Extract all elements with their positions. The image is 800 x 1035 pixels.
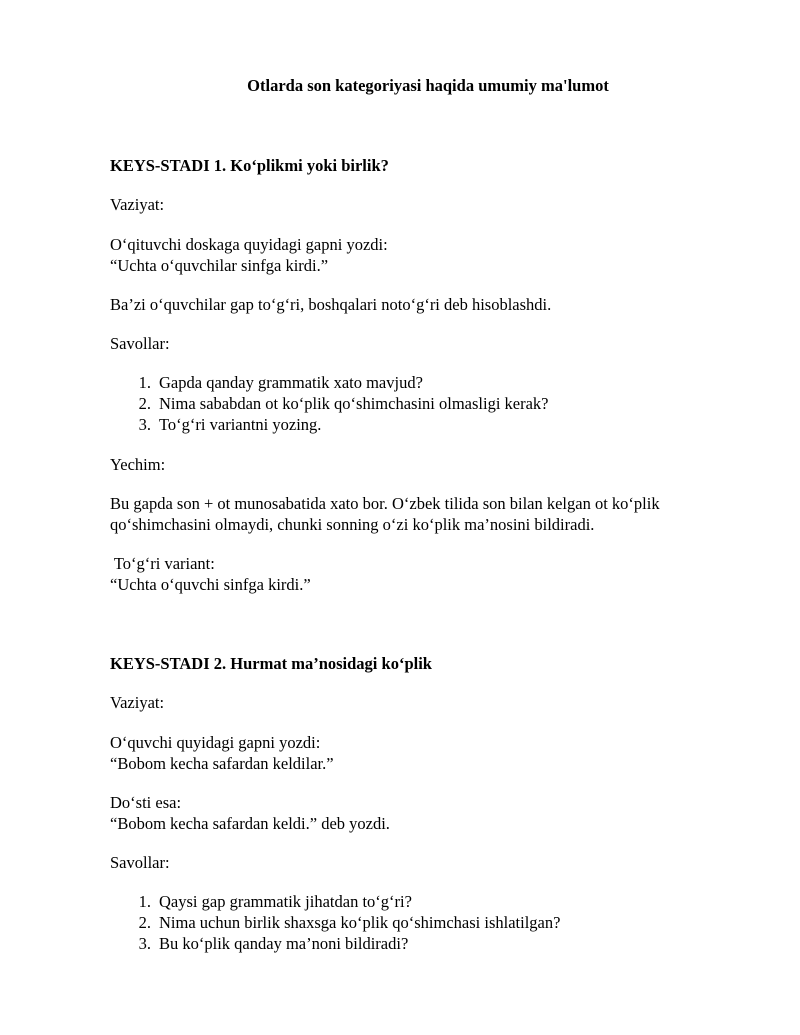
case1-heading: KEYS-STADI 1. Ko‘plikmi yoki birlik? bbox=[110, 156, 389, 175]
case2-friend-label: Do‘sti esa: bbox=[110, 793, 182, 812]
list-number: 3. bbox=[138, 934, 151, 953]
case1-situation-line1: O‘qituvchi doskaga quyidagi gapni yozdi: bbox=[110, 235, 388, 254]
list-item-text: Nima sababdan ot ko‘plik qo‘shimchasini olmasligi kerak? bbox=[159, 394, 549, 413]
case2-heading: KEYS-STADI 2. Hurmat ma’nosidagi ko‘plik bbox=[110, 654, 432, 673]
list-item-text: Bu ko‘plik qanday ma’noni bildiradi? bbox=[159, 934, 409, 953]
case2-situation-line1: O‘quvchi quyidagi gapni yozdi: bbox=[110, 733, 321, 752]
document-title: Otlarda son kategoriyasi haqida umumiy ma'lumot bbox=[247, 76, 609, 95]
case1-correct-label: To‘g‘ri variant: bbox=[110, 554, 215, 573]
case2-friend-text: “Bobom kecha safardan keldi.” deb yozdi. bbox=[110, 814, 390, 833]
list-number: 3. bbox=[138, 415, 151, 434]
list-item-text: Nima uchun birlik shaxsga ko‘plik qo‘shimchasi ishlatilgan? bbox=[159, 913, 561, 932]
case1-questions-label: Savollar: bbox=[110, 334, 170, 353]
list-number: 1. bbox=[138, 892, 151, 911]
list-item-text: Qaysi gap grammatik jihatdan to‘g‘ri? bbox=[159, 892, 412, 911]
case1-situation-label: Vaziyat: bbox=[110, 195, 165, 214]
case1-solution-label: Yechim: bbox=[110, 455, 166, 474]
case2-questions-label: Savollar: bbox=[110, 853, 170, 872]
list-item-text: Gapda qanday grammatik xato mavjud? bbox=[159, 373, 423, 392]
case1-solution-line2: qo‘shimchasini olmaydi, chunki sonning o‘zi ko‘plik ma’nosini bildiradi. bbox=[110, 515, 595, 534]
list-number: 2. bbox=[138, 913, 151, 932]
case1-correct-text: “Uchta o‘quvchi sinfga kirdi.” bbox=[110, 575, 311, 594]
case1-situation-line2: “Uchta o‘quvchilar sinfga kirdi.” bbox=[110, 256, 329, 275]
case1-reaction: Ba’zi o‘quvchilar gap to‘g‘ri, boshqalari noto‘g‘ri deb hisoblashdi. bbox=[110, 295, 552, 314]
list-number: 1. bbox=[138, 373, 151, 392]
list-number: 2. bbox=[138, 394, 151, 413]
case2-situation-line2: “Bobom kecha safardan keldilar.” bbox=[110, 754, 334, 773]
list-item-text: To‘g‘ri variantni yozing. bbox=[159, 415, 322, 434]
case2-situation-label: Vaziyat: bbox=[110, 693, 165, 712]
case1-solution-line1: Bu gapda son + ot munosabatida xato bor. O‘zbek tilida son bilan kelgan ot ko‘plik bbox=[110, 494, 660, 513]
